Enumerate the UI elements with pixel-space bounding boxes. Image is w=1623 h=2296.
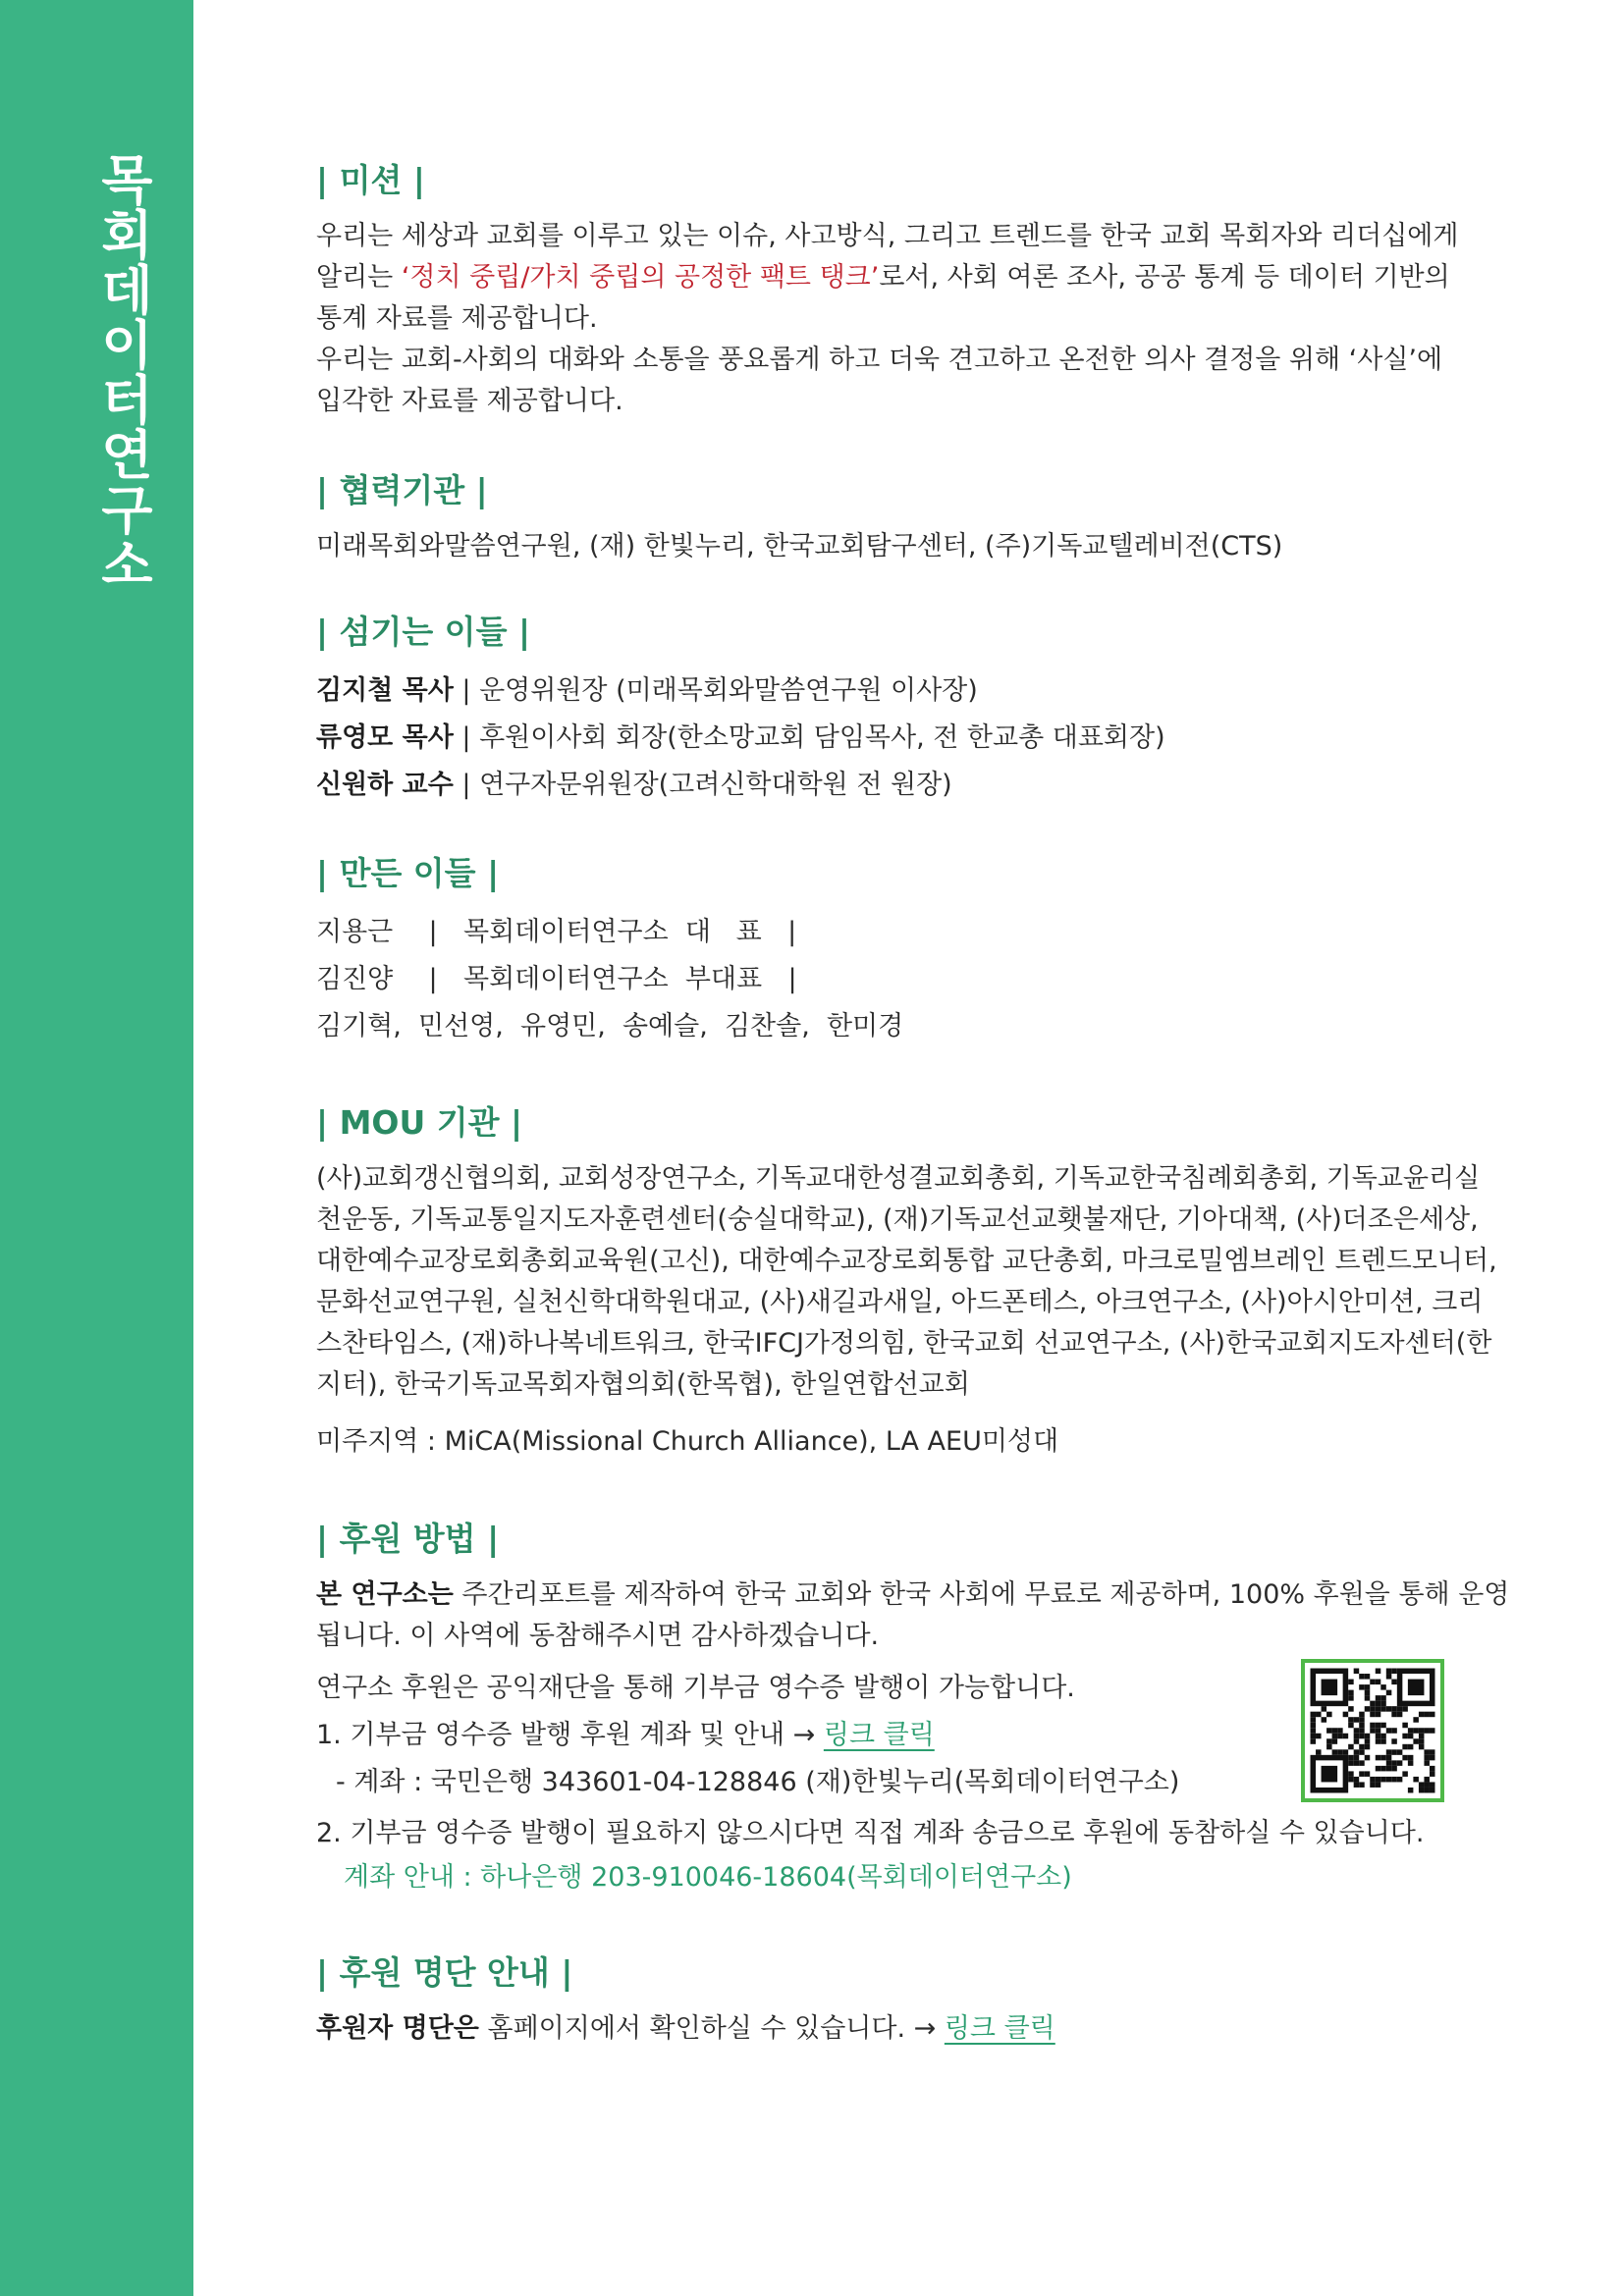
maker-sep: | bbox=[428, 917, 438, 947]
support-intro-line1 bbox=[316, 1575, 1510, 1616]
mou-title bbox=[316, 1101, 1494, 1145]
maker-row bbox=[316, 909, 1494, 956]
maker-role: 목회데이터연구소 부대표 bbox=[463, 964, 763, 994]
title-bar: | bbox=[316, 1953, 329, 1992]
qr-code-icon[interactable] bbox=[1301, 1659, 1444, 1802]
partners-text: 미래목회와말씀연구원, (재) 한빛누리, 한국교회탐구센터, (주)기독교텔레비전(CTS) bbox=[316, 531, 1283, 561]
text: 로서, 사회 여론 조사, 공공 통계 등 데이터 기반의 bbox=[879, 262, 1450, 293]
title-bar: | bbox=[316, 613, 329, 651]
mou-line: (사)교회갱신협의회, 교회성장연구소, 기독교대한성결교회총회, 기독교한국침례회총회, 기독교윤리실 bbox=[316, 1163, 1481, 1194]
servant-name: 류영모 목사 bbox=[316, 722, 454, 753]
mission-p2-line2: 입각한 자료를 제공합니다. bbox=[316, 386, 623, 416]
maker-role: 목회데이터연구소 대 표 bbox=[463, 917, 762, 947]
makers-section bbox=[316, 852, 1494, 1050]
support-intro-bold: 본 연구소는 bbox=[316, 1579, 454, 1610]
servants-title-text: 섬기는 이들 bbox=[339, 613, 508, 651]
maker-end: | bbox=[787, 964, 797, 994]
donors-bold: 후원자 명단은 bbox=[316, 2013, 479, 2044]
mou-title-text: MOU 기관 bbox=[339, 1103, 500, 1142]
maker-name: 김진양 bbox=[316, 964, 394, 994]
title-bar: | bbox=[316, 161, 329, 199]
servant-name: 신원하 교수 bbox=[316, 770, 454, 800]
servant-name: 김지철 목사 bbox=[316, 675, 454, 706]
mission-section bbox=[316, 159, 1494, 422]
maker-end: | bbox=[787, 917, 797, 947]
qr-code-graphic bbox=[1305, 1663, 1440, 1798]
makers-title bbox=[316, 852, 1494, 895]
mission-title bbox=[316, 159, 1494, 202]
mission-p2-line1: 우리는 교회-사회의 대화와 소통을 풍요롭게 하고 더욱 견고하고 온전한 의사 결정을 위해 ‘사실’에 bbox=[316, 345, 1443, 375]
title-bar: | bbox=[487, 854, 500, 892]
support-title bbox=[316, 1518, 1494, 1561]
servant-role: | 운영위원장 (미래목회와말씀연구원 이사장) bbox=[453, 675, 978, 706]
donors-text bbox=[316, 2008, 1494, 2050]
partners-title bbox=[316, 469, 1494, 512]
sidebar-title: 목회데이터연구소 bbox=[92, 152, 154, 592]
partners-title-text: 협력기관 bbox=[339, 471, 465, 509]
mission-p1-line1: 우리는 세상과 교회를 이루고 있는 이슈, 사고방식, 그리고 트렌드를 한국 교회 목회자와 리더십에게 bbox=[316, 221, 1459, 251]
mission-p1-line2 bbox=[316, 257, 1494, 298]
makers-others: 김기혁, 민선영, 유영민, 송예슬, 김찬솔, 한미경 bbox=[316, 1011, 904, 1041]
maker-row bbox=[316, 956, 1494, 1003]
makers-title-text: 만든 이들 bbox=[339, 854, 476, 892]
title-bar: | bbox=[475, 471, 488, 509]
title-bar: | bbox=[316, 854, 329, 892]
support-title-text: 후원 방법 bbox=[339, 1520, 476, 1558]
donors-link[interactable]: 링크 클릭 bbox=[944, 2013, 1055, 2044]
mou-line: 스찬타임스, (재)하나복네트워크, 한국IFCJ가정의힘, 한국교회 선교연구소, (사)한국교회지도자센터(한 bbox=[316, 1328, 1492, 1359]
maker-sep: | bbox=[428, 964, 438, 994]
maker-name: 지용근 bbox=[316, 917, 394, 947]
servant-item bbox=[316, 715, 1494, 762]
mou-line: 문화선교연구원, 실천신학대학원대교, (사)새길과새일, 아드폰테스, 아크연구소, (사)아시안미션, 크리 bbox=[316, 1287, 1484, 1317]
support-item1-account: - 계좌 : 국민은행 343601-04-128846 (재)한빛누리(목회데이터연구소) bbox=[336, 1767, 1180, 1797]
partners-section bbox=[316, 469, 1494, 567]
sidebar bbox=[0, 0, 193, 2296]
title-bar: | bbox=[487, 1520, 500, 1558]
donors-title-text: 후원 명단 안내 bbox=[339, 1953, 550, 1992]
title-bar: | bbox=[561, 1953, 573, 1992]
support-intro-line2: 됩니다. 이 사역에 동참해주시면 감사하겠습니다. bbox=[316, 1621, 880, 1651]
mou-section bbox=[316, 1101, 1497, 1463]
servant-item bbox=[316, 667, 1494, 715]
title-bar: | bbox=[316, 1520, 329, 1558]
fact-tank-highlight: ‘정치 중립/가치 중립의 공정한 팩트 탱크’ bbox=[401, 262, 880, 293]
mission-p1-line3: 통계 자료를 제공합니다. bbox=[316, 303, 598, 334]
servant-role: | 후원이사회 회장(한소망교회 담임목사, 전 한교총 대표회장) bbox=[453, 722, 1165, 753]
mou-overseas: 미주지역 : MiCA(Missional Church Alliance), LA AEU미성대 bbox=[316, 1426, 1059, 1457]
support-receipt-note: 연구소 후원은 공익재단을 통해 기부금 영수증 발행이 가능합니다. bbox=[316, 1673, 1075, 1703]
title-bar: | bbox=[316, 471, 329, 509]
donors-section bbox=[316, 1951, 1494, 2050]
donors-title bbox=[316, 1951, 1494, 1995]
text: 1. 기부금 영수증 발행 후원 계좌 및 안내 → bbox=[316, 1720, 824, 1750]
mou-line: 천운동, 기독교통일지도자훈련센터(숭실대학교), (재)기독교선교횃불재단, 기아대책, (사)더조은세상, bbox=[316, 1204, 1479, 1235]
servants-section bbox=[316, 611, 1494, 809]
title-bar: | bbox=[316, 1103, 329, 1142]
support-item2: 2. 기부금 영수증 발행이 필요하지 않으시다면 직접 계좌 송금으로 후원에 동참하실 수 있습니다. bbox=[316, 1818, 1425, 1848]
servants-title bbox=[316, 611, 1494, 654]
support-link[interactable]: 링크 클릭 bbox=[823, 1720, 935, 1750]
title-bar: | bbox=[517, 613, 531, 651]
mou-line: 대한예수교장로회총회교육원(고신), 대한예수교장로회통합 교단총회, 마크로밀엠브레인 트렌드모니터, bbox=[316, 1246, 1497, 1276]
title-bar: | bbox=[511, 1103, 523, 1142]
text: 주간리포트를 제작하여 한국 교회와 한국 사회에 무료로 제공하며, 100% 후원을 통해 운영 bbox=[453, 1579, 1510, 1610]
servant-role: | 연구자문위원장(고려신학대학원 전 원장) bbox=[453, 770, 952, 800]
servant-item bbox=[316, 762, 1494, 809]
support-item2-account: 계좌 안내 : 하나은행 203-910046-18604(목회데이터연구소) bbox=[344, 1862, 1072, 1893]
text: 알리는 bbox=[316, 262, 402, 293]
mou-line: 지터), 한국기독교목회자협의회(한목협), 한일연합선교회 bbox=[316, 1369, 970, 1400]
mission-title-text: 미션 bbox=[339, 161, 403, 199]
title-bar: | bbox=[412, 161, 425, 199]
text: 홈페이지에서 확인하실 수 있습니다. → bbox=[478, 2013, 945, 2044]
